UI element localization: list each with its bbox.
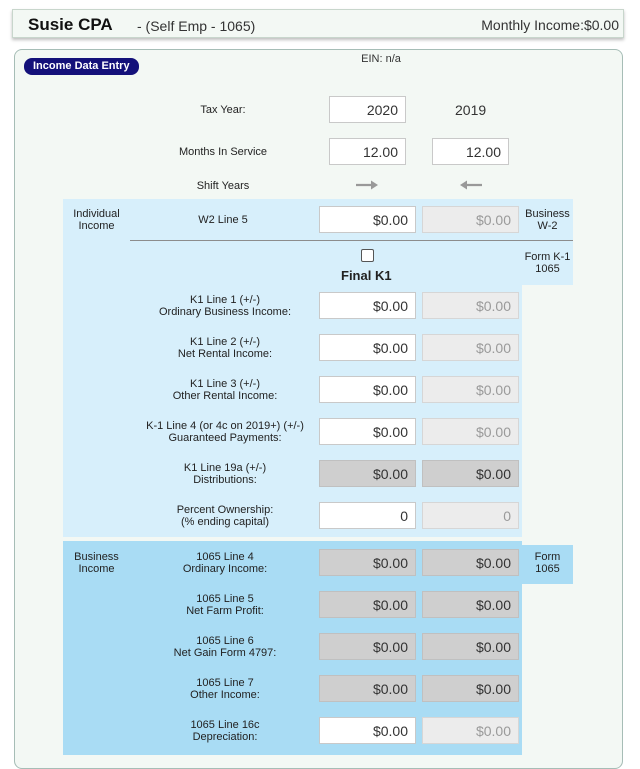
line16c-label: 1065 Line 16c Depreciation: (190, 719, 260, 743)
line7-prior-value: $0.00 (422, 675, 519, 702)
months-current-input[interactable]: 12.00 (329, 138, 406, 165)
line5-current-value: $0.00 (319, 591, 416, 618)
section-label: Income Data Entry (24, 58, 139, 75)
arrow-left-icon[interactable] (459, 179, 483, 191)
w2-current-input[interactable]: $0.00 (319, 206, 416, 233)
percent-ownership-current-input[interactable]: 0 (319, 502, 416, 529)
k1-line1-prior-input[interactable]: $0.00 (422, 292, 519, 319)
arrow-right-icon[interactable] (355, 179, 379, 191)
tax-year-input[interactable]: 2020 (329, 96, 406, 123)
ein-label: EIN: n/a (361, 53, 401, 65)
k1-line19a-current-value: $0.00 (319, 460, 416, 487)
k1-line1-current-input[interactable]: $0.00 (319, 292, 416, 319)
k1-line4-prior-input[interactable]: $0.00 (422, 418, 519, 445)
line7-label: 1065 Line 7 Other Income: (190, 677, 260, 701)
line7-current-value: $0.00 (319, 675, 416, 702)
k1-line4-label: K-1 Line 4 (or 4c on 2019+) (+/-) Guaranteed Payments: (146, 420, 304, 444)
k1-line2-prior-input[interactable]: $0.00 (422, 334, 519, 361)
k1-line19a-prior-value: $0.00 (422, 460, 519, 487)
k1-line2-current-input[interactable]: $0.00 (319, 334, 416, 361)
individual-income-label: Individual Income (73, 208, 120, 232)
k1-line4-current-input[interactable]: $0.00 (319, 418, 416, 445)
tax-year-label: Tax Year: (200, 104, 246, 116)
line16c-current-input[interactable]: $0.00 (319, 717, 416, 744)
divider (130, 240, 573, 241)
k1-line3-current-input[interactable]: $0.00 (319, 376, 416, 403)
final-k1-label: Final K1 (341, 268, 392, 283)
line16c-prior-input[interactable]: $0.00 (422, 717, 519, 744)
form-k1-1065-tab[interactable]: Form K-1 1065 (524, 251, 571, 275)
k1-line2-label: K1 Line 2 (+/-) Net Rental Income: (177, 336, 273, 360)
percent-ownership-prior-input[interactable]: 0 (422, 502, 519, 529)
business-w2-tab[interactable]: Business W-2 (525, 208, 570, 232)
k1-line19a-label: K1 Line 19a (+/-) Distributions: (183, 462, 267, 486)
k1-line3-prior-input[interactable]: $0.00 (422, 376, 519, 403)
w2-prior-input[interactable]: $0.00 (422, 206, 519, 233)
form-1065-tab[interactable]: Form 1065 (534, 551, 561, 575)
line6-prior-value: $0.00 (422, 633, 519, 660)
business-income-label: Business Income (74, 551, 119, 575)
monthly-income: Monthly Income:$0.00 (481, 17, 619, 33)
header-bar (12, 9, 624, 38)
final-k1-checkbox[interactable] (361, 249, 374, 262)
prior-year-label: 2019 (455, 102, 487, 118)
shift-years-label: Shift Years (196, 180, 250, 192)
line4-prior-value: $0.00 (422, 549, 519, 576)
client-subtitle: - (Self Emp - 1065) (137, 18, 256, 34)
months-prior-input[interactable]: 12.00 (432, 138, 509, 165)
line6-label: 1065 Line 6 Net Gain Form 4797: (173, 635, 277, 659)
months-label: Months In Service (178, 146, 268, 158)
percent-ownership-label: Percent Ownership: (% ending capital) (176, 504, 274, 528)
k1-line1-label: K1 Line 1 (+/-) Ordinary Business Income: (158, 294, 292, 318)
w2-line5-label: W2 Line 5 (198, 214, 248, 226)
k1-line3-label: K1 Line 3 (+/-) Other Rental Income: (172, 378, 278, 402)
line4-current-value: $0.00 (319, 549, 416, 576)
line5-label: 1065 Line 5 Net Farm Profit: (186, 593, 264, 617)
line4-label: 1065 Line 4 Ordinary Income: (182, 551, 268, 575)
line6-current-value: $0.00 (319, 633, 416, 660)
client-name: Susie CPA (28, 15, 113, 34)
line5-prior-value: $0.00 (422, 591, 519, 618)
